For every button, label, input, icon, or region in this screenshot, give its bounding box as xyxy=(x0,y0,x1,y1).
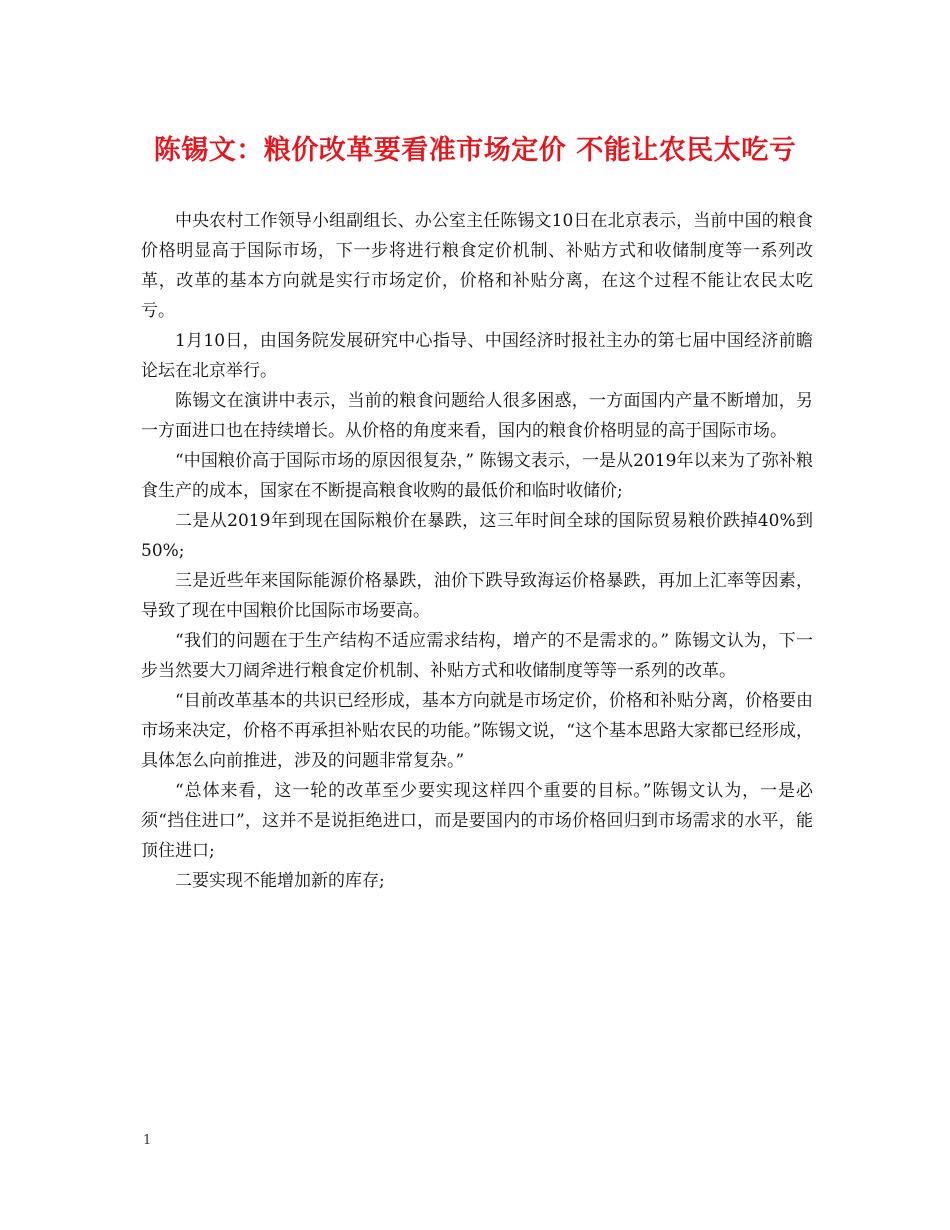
paragraph: “中国粮价高于国际市场的原因很复杂，” 陈锡文表示，一是从2019年以来为了弥补粮食生产的成本，国家在不断提高粮食收购的最低价和临时收储价; xyxy=(141,451,813,501)
article-body xyxy=(141,206,813,896)
paragraph: “我们的问题在于生产结构不适应需求结构，增产的不是需求的。” 陈锡文认为，下一步当然要大刀阔斧进行粮食定价机制、补贴方式和收储制度等等一系列的改革。 xyxy=(141,631,813,681)
paragraph: 1月10日，由国务院发展研究中心指导、中国经济时报社主办的第七届中国经济前瞻论坛在北京举行。 xyxy=(141,331,813,381)
paragraph: 二是从2019年到现在国际粮价在暴跌，这三年时间全球的国际贸易粮价跌掉40%到50%; xyxy=(141,511,813,561)
paragraph: “总体来看，这一轮的改革至少要实现这样四个重要的目标。”陈锡文认为，一是必须“挡住进口”，这并不是说拒绝进口，而是要国内的市场价格回归到市场需求的水平，能顶住进口; xyxy=(141,781,813,861)
paragraph: 二要实现不能增加新的库存; xyxy=(175,871,385,891)
paragraph: 中央农村工作领导小组副组长、办公室主任陈锡文10日在北京表示，当前中国的粮食价格明显高于国际市场，下一步将进行粮食定价机制、补贴方式和收储制度等一系列改革，改革的基本方向就是实行市场定价，价格和补贴分离，在这个过程不能让农民太吃亏。 xyxy=(141,211,813,321)
paragraph: “目前改革基本的共识已经形成，基本方向就是市场定价，价格和补贴分离，价格要由市场来决定，价格不再承担补贴农民的功能。”陈锡文说，“这个基本思路大家都已经形成，具体怎么向前推进，涉及的问题非常复杂。” xyxy=(141,691,813,771)
paragraph: 陈锡文在演讲中表示，当前的粮食问题给人很多困惑，一方面国内产量不断增加，另一方面进口也在持续增长。从价格的角度来看，国内的粮食价格明显的高于国际市场。 xyxy=(141,391,813,441)
article-title: 陈锡文：粮价改革要看准市场定价 不能让农民太吃亏 xyxy=(153,135,797,166)
page-number: 1 xyxy=(143,1133,152,1148)
paragraph: 三是近些年来国际能源价格暴跌，油价下跌导致海运价格暴跌，再加上汇率等因素，导致了现在中国粮价比国际市场要高。 xyxy=(141,571,813,621)
